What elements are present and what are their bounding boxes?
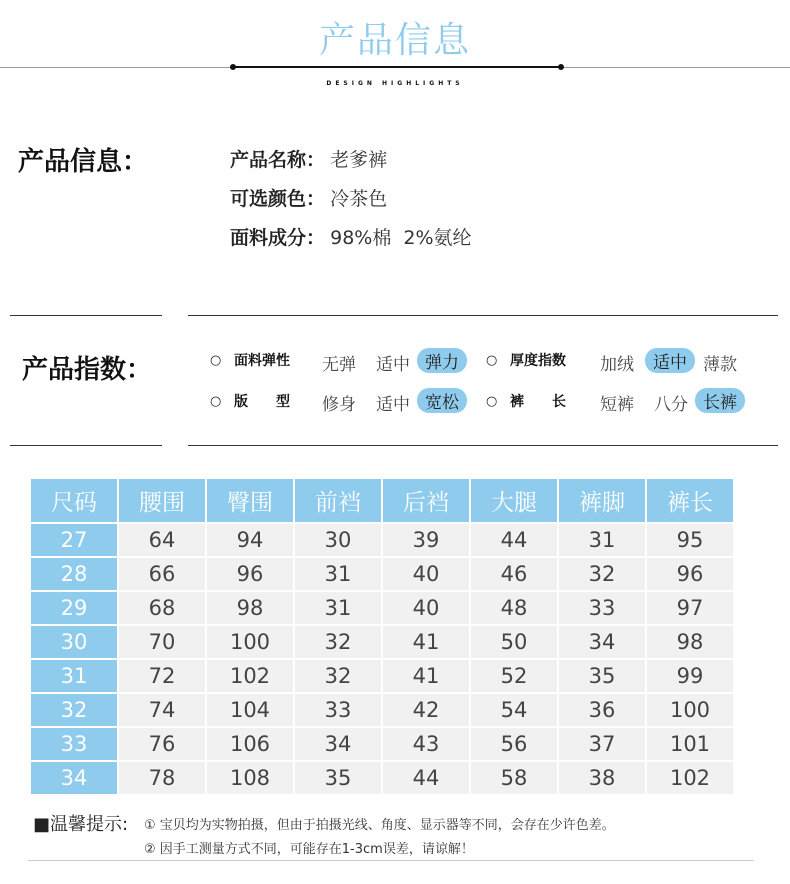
table-cell: 41 (383, 626, 469, 658)
circle-bullet-icon: ○ (486, 353, 498, 368)
table-cell: 40 (383, 558, 469, 590)
table-cell: 32 (295, 626, 381, 658)
info-value: 冷茶色 (330, 188, 388, 210)
info-value: 老爹裤 (330, 149, 388, 171)
header-accent-line (233, 66, 563, 68)
info-value: 98%棉 2%氨纶 (330, 227, 472, 249)
index-option: 适中 (376, 395, 410, 415)
table-cell: 31 (559, 524, 645, 556)
table-cell: 94 (207, 524, 293, 556)
table-cell: 78 (119, 762, 205, 794)
table-cell: 96 (207, 558, 293, 590)
table-cell: 31 (295, 592, 381, 624)
table-cell: 32 (295, 660, 381, 692)
index-option: 修身 (322, 395, 356, 415)
table-cell: 40 (383, 592, 469, 624)
table-cell: 54 (471, 694, 557, 726)
table-cell: 72 (119, 660, 205, 692)
column-header: 尺码 (31, 479, 117, 522)
table-cell: 44 (383, 762, 469, 794)
table-cell: 48 (471, 592, 557, 624)
table-cell: 99 (647, 660, 733, 692)
table-cell: 52 (471, 660, 557, 692)
table-row (31, 762, 733, 794)
table-cell: 41 (383, 660, 469, 692)
size-table (29, 477, 735, 796)
table-cell: 96 (647, 558, 733, 590)
index-option: 适中 (376, 355, 410, 375)
size-cell: 30 (31, 626, 117, 658)
column-header: 裤长 (647, 479, 733, 522)
table-cell: 42 (383, 694, 469, 726)
page-subtitle: DESIGN HIGHLIGHTS (326, 80, 464, 87)
tip-line: ① 宝贝均为实物拍摄，但由于拍摄光线、角度、显示器等不同，会存在少许色差。 (144, 818, 615, 833)
column-header: 腰围 (119, 479, 205, 522)
table-cell: 43 (383, 728, 469, 760)
index-option-selected: 弹力 (417, 348, 467, 373)
bottom-divider (28, 860, 754, 861)
index-option-selected: 长裤 (695, 388, 745, 413)
table-cell: 30 (295, 524, 381, 556)
circle-bullet-icon: ○ (210, 353, 222, 368)
product-info-heading: 产品信息： (18, 147, 149, 177)
table-cell: 31 (295, 558, 381, 590)
divider (10, 445, 162, 446)
divider (188, 315, 778, 316)
table-cell: 37 (559, 728, 645, 760)
info-label: 可选颜色： (230, 188, 326, 210)
table-cell: 44 (471, 524, 557, 556)
size-cell: 31 (31, 660, 117, 692)
info-row (230, 223, 472, 262)
table-row (31, 592, 733, 624)
table-cell: 35 (559, 660, 645, 692)
column-header: 大腿 (471, 479, 557, 522)
table-cell: 33 (559, 592, 645, 624)
table-row (31, 660, 733, 692)
divider (188, 445, 778, 446)
index-option-selected: 适中 (645, 348, 695, 373)
table-cell: 100 (207, 626, 293, 658)
table-row (31, 558, 733, 590)
dot-right-icon (558, 64, 564, 70)
index-label-length: 裤 长 (510, 394, 566, 410)
info-row (230, 145, 472, 184)
table-cell: 95 (647, 524, 733, 556)
table-cell: 33 (295, 694, 381, 726)
index-option: 加绒 (600, 355, 634, 375)
table-cell: 104 (207, 694, 293, 726)
circle-bullet-icon: ○ (210, 394, 222, 409)
table-cell: 68 (119, 592, 205, 624)
info-label: 产品名称： (230, 149, 326, 171)
table-cell: 35 (295, 762, 381, 794)
table-cell: 50 (471, 626, 557, 658)
size-cell: 27 (31, 524, 117, 556)
table-cell: 102 (647, 762, 733, 794)
size-cell: 34 (31, 762, 117, 794)
page-title: 产品信息 (318, 20, 471, 61)
index-option: 薄款 (703, 355, 737, 375)
index-label-thickness: 厚度指数 (510, 353, 566, 369)
table-cell: 64 (119, 524, 205, 556)
column-header: 臀围 (207, 479, 293, 522)
size-cell: 28 (31, 558, 117, 590)
table-row (31, 626, 733, 658)
table-cell: 101 (647, 728, 733, 760)
table-cell: 70 (119, 626, 205, 658)
product-index-heading: 产品指数： (22, 355, 153, 385)
column-header: 裤脚 (559, 479, 645, 522)
table-cell: 39 (383, 524, 469, 556)
info-row (230, 184, 472, 223)
size-cell: 32 (31, 694, 117, 726)
column-header: 前裆 (295, 479, 381, 522)
table-cell: 66 (119, 558, 205, 590)
product-info-list (230, 145, 472, 262)
index-option: 短裤 (600, 395, 634, 415)
table-cell: 34 (559, 626, 645, 658)
index-label-fit: 版 型 (234, 394, 290, 410)
table-row (31, 728, 733, 760)
table-cell: 102 (207, 660, 293, 692)
size-cell: 29 (31, 592, 117, 624)
table-row (31, 694, 733, 726)
index-option-selected: 宽松 (417, 388, 467, 413)
column-header: 后裆 (383, 479, 469, 522)
table-cell: 34 (295, 728, 381, 760)
tips-label: ■温馨提示: (33, 814, 129, 835)
dot-left-icon (230, 64, 236, 70)
index-option: 八分 (654, 395, 688, 415)
index-option: 无弹 (322, 355, 356, 375)
table-cell: 56 (471, 728, 557, 760)
info-label: 面料成分： (230, 227, 326, 249)
table-row (31, 524, 733, 556)
table-header-row (31, 479, 733, 522)
table-cell: 108 (207, 762, 293, 794)
tip-line: ② 因手工测量方式不同，可能存在1-3cm误差，请谅解！ (144, 842, 474, 857)
size-cell: 33 (31, 728, 117, 760)
table-cell: 36 (559, 694, 645, 726)
table-cell: 100 (647, 694, 733, 726)
divider (10, 315, 162, 316)
table-cell: 98 (207, 592, 293, 624)
table-cell: 46 (471, 558, 557, 590)
table-cell: 98 (647, 626, 733, 658)
circle-bullet-icon: ○ (486, 394, 498, 409)
table-cell: 76 (119, 728, 205, 760)
index-label-elasticity: 面料弹性 (234, 353, 290, 369)
table-cell: 97 (647, 592, 733, 624)
table-cell: 38 (559, 762, 645, 794)
table-cell: 58 (471, 762, 557, 794)
table-cell: 106 (207, 728, 293, 760)
table-cell: 32 (559, 558, 645, 590)
table-cell: 74 (119, 694, 205, 726)
